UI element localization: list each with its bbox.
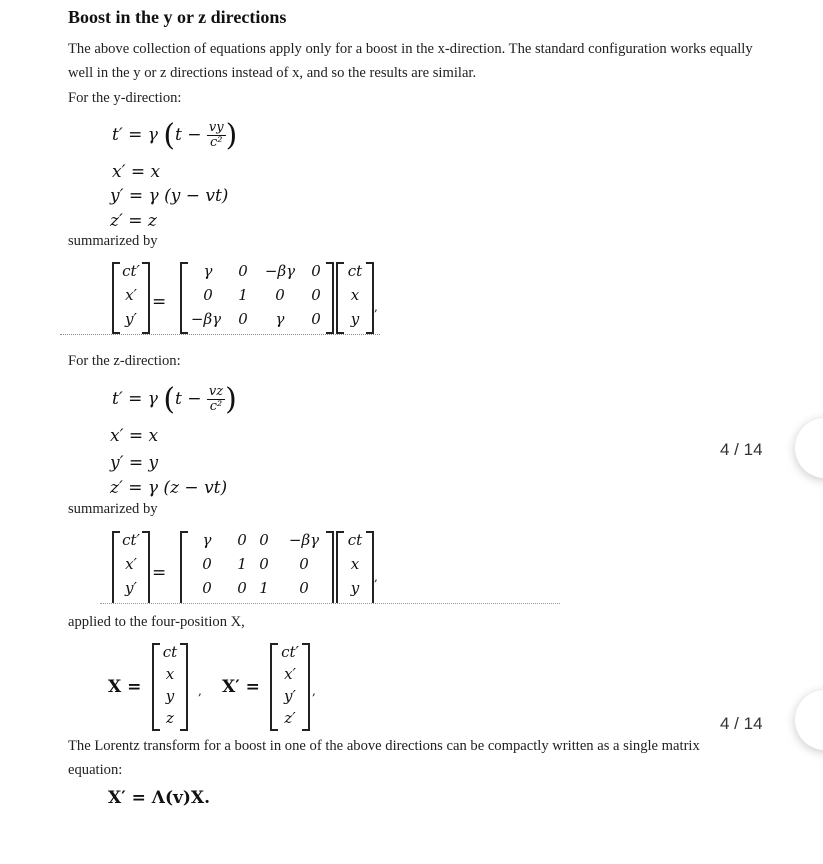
z-eq-time-lhs: t′ = γ	[112, 389, 158, 409]
z-matrix-cell: 0	[259, 555, 269, 573]
X-prime-comma: ,	[312, 684, 316, 698]
lorentz-line-1: The Lorentz transform for a boost in one of the above directions can be compactly written as a single matrix	[68, 738, 700, 754]
y-matrix-cell: 0	[275, 286, 285, 304]
z-rhs-cell: ct	[347, 531, 363, 549]
y-matrix-cell: γ	[203, 262, 213, 280]
y-eq-time: t′ = γ (t − $\frac{vy}{\text{c²}}$ )	[112, 118, 238, 153]
y-matrix-cell: γ	[275, 310, 285, 328]
next-page-button[interactable]	[795, 418, 823, 478]
z-eq-z: z′ = γ (z − vt)	[110, 478, 228, 498]
y-lhs-cell: x′	[125, 286, 137, 304]
z-rhs-vector	[336, 531, 374, 605]
intro-paragraph	[68, 37, 788, 85]
X-prime-vector-cell: y′	[284, 687, 296, 705]
y-comma: ,	[374, 300, 378, 314]
z-rhs-cell: x	[350, 555, 360, 573]
X-vector-cell: z	[166, 709, 174, 727]
lorentz-equation: X′ = Λ(v)X.	[108, 788, 211, 808]
z-matrix-cell: 0	[202, 579, 212, 597]
X-vector-cell: y	[165, 687, 175, 705]
y-eq-time-den: c²	[210, 135, 223, 150]
X-prime-vector-cell: z′	[284, 709, 296, 727]
z-summary-label: summarized by	[68, 501, 158, 517]
z-matrix-cell: 0	[299, 579, 309, 597]
four-position-text: applied to the four-position X,	[68, 614, 245, 630]
y-matrix-cell: 1	[238, 286, 248, 304]
y-matrix-cell: 0	[311, 262, 321, 280]
y-rhs-cell: x	[350, 286, 360, 304]
next-page-button[interactable]	[795, 690, 823, 750]
X-vector-cell: ct	[162, 643, 178, 661]
page-indicator: 4 / 14	[720, 440, 763, 459]
lorentz-paragraph	[68, 734, 788, 782]
X-comma: ,	[198, 684, 202, 698]
z-comma: ,	[374, 570, 378, 584]
z-matrix-cell: γ	[202, 531, 212, 549]
X-label: X =	[108, 677, 142, 697]
X-prime-vector-cell: ct′	[281, 643, 299, 661]
lorentz-line-2: equation:	[68, 762, 123, 778]
z-matrix-cell: −βγ	[288, 531, 320, 549]
X-prime-vector-cell: x′	[284, 665, 296, 683]
y-direction-label: For the y-direction:	[68, 90, 182, 106]
z-lhs-cell: x′	[125, 555, 137, 573]
y-lhs-vector	[112, 262, 150, 334]
z-lhs-cell: y′	[125, 579, 137, 597]
z-eq-time-num: vz	[208, 384, 224, 399]
intro-line-2: well in the y or z directions instead of x, and so the results are similar.	[68, 65, 477, 81]
z-lhs-vector	[112, 531, 150, 605]
y-equals: =	[152, 292, 167, 312]
z-matrix-cell: 0	[299, 555, 309, 573]
y-lhs-cell: ct′	[122, 262, 140, 280]
X-prime-label: X′ =	[222, 677, 260, 697]
X-vector-cell: x	[165, 665, 175, 683]
y-matrix-cell: 0	[238, 310, 248, 328]
y-rhs-vector	[336, 262, 374, 334]
z-matrix-cell: 0	[259, 531, 269, 549]
y-matrix-cell: 0	[311, 286, 321, 304]
z-eq-time-t: t −	[175, 389, 202, 409]
z-eq-y: y′ = y	[110, 453, 159, 473]
z-lhs-cell: ct′	[122, 531, 140, 549]
y-eq-time-t: t −	[175, 125, 202, 145]
z-matrix-cell: 0	[202, 555, 212, 573]
z-eq-x: x′ = x	[110, 426, 159, 446]
y-matrix-cell: 0	[238, 262, 248, 280]
z-eq-time: t′ = γ (t − $\frac{vz}{\text{c²}}$ )	[112, 382, 237, 417]
z-eq-time-den: c²	[209, 399, 223, 414]
z-matrix-cell: 1	[237, 555, 247, 573]
y-matrix-cell: −βγ	[264, 262, 296, 280]
z-boost-matrix	[180, 531, 334, 605]
y-eq-y: y′ = γ (y − vt)	[110, 186, 229, 206]
z-matrix-cell: 0	[237, 579, 247, 597]
z-rhs-cell: y	[350, 579, 360, 597]
y-eq-time-lhs: t′ = γ	[112, 125, 158, 145]
y-matrix-cell: 0	[311, 310, 321, 328]
y-eq-z: z′ = z	[110, 211, 157, 231]
X-prime-vector	[270, 643, 310, 731]
y-eq-time-num: vy	[208, 120, 224, 135]
page-indicator: 4 / 14	[720, 714, 763, 733]
y-lhs-cell: y′	[125, 310, 137, 328]
X-vector	[152, 643, 188, 731]
y-matrix-cell: −βγ	[190, 310, 222, 328]
z-matrix-cell: 1	[259, 579, 269, 597]
y-boost-matrix	[180, 262, 334, 334]
section-heading: Boost in the y or z directions	[68, 7, 287, 27]
y-summary-label: summarized by	[68, 233, 158, 249]
y-matrix-cell: 0	[203, 286, 213, 304]
z-matrix-cell: 0	[237, 531, 247, 549]
render-glitch-strip	[60, 334, 380, 343]
y-rhs-cell: y	[350, 310, 360, 328]
z-direction-label: For the z-direction:	[68, 353, 181, 369]
render-glitch-strip	[100, 603, 560, 610]
intro-line-1: The above collection of equations apply only for a boost in the x-direction. The standard configuration works equally	[68, 41, 753, 57]
y-eq-x: x′ = x	[112, 162, 161, 182]
y-rhs-cell: ct	[347, 262, 363, 280]
z-equals: =	[152, 563, 167, 583]
